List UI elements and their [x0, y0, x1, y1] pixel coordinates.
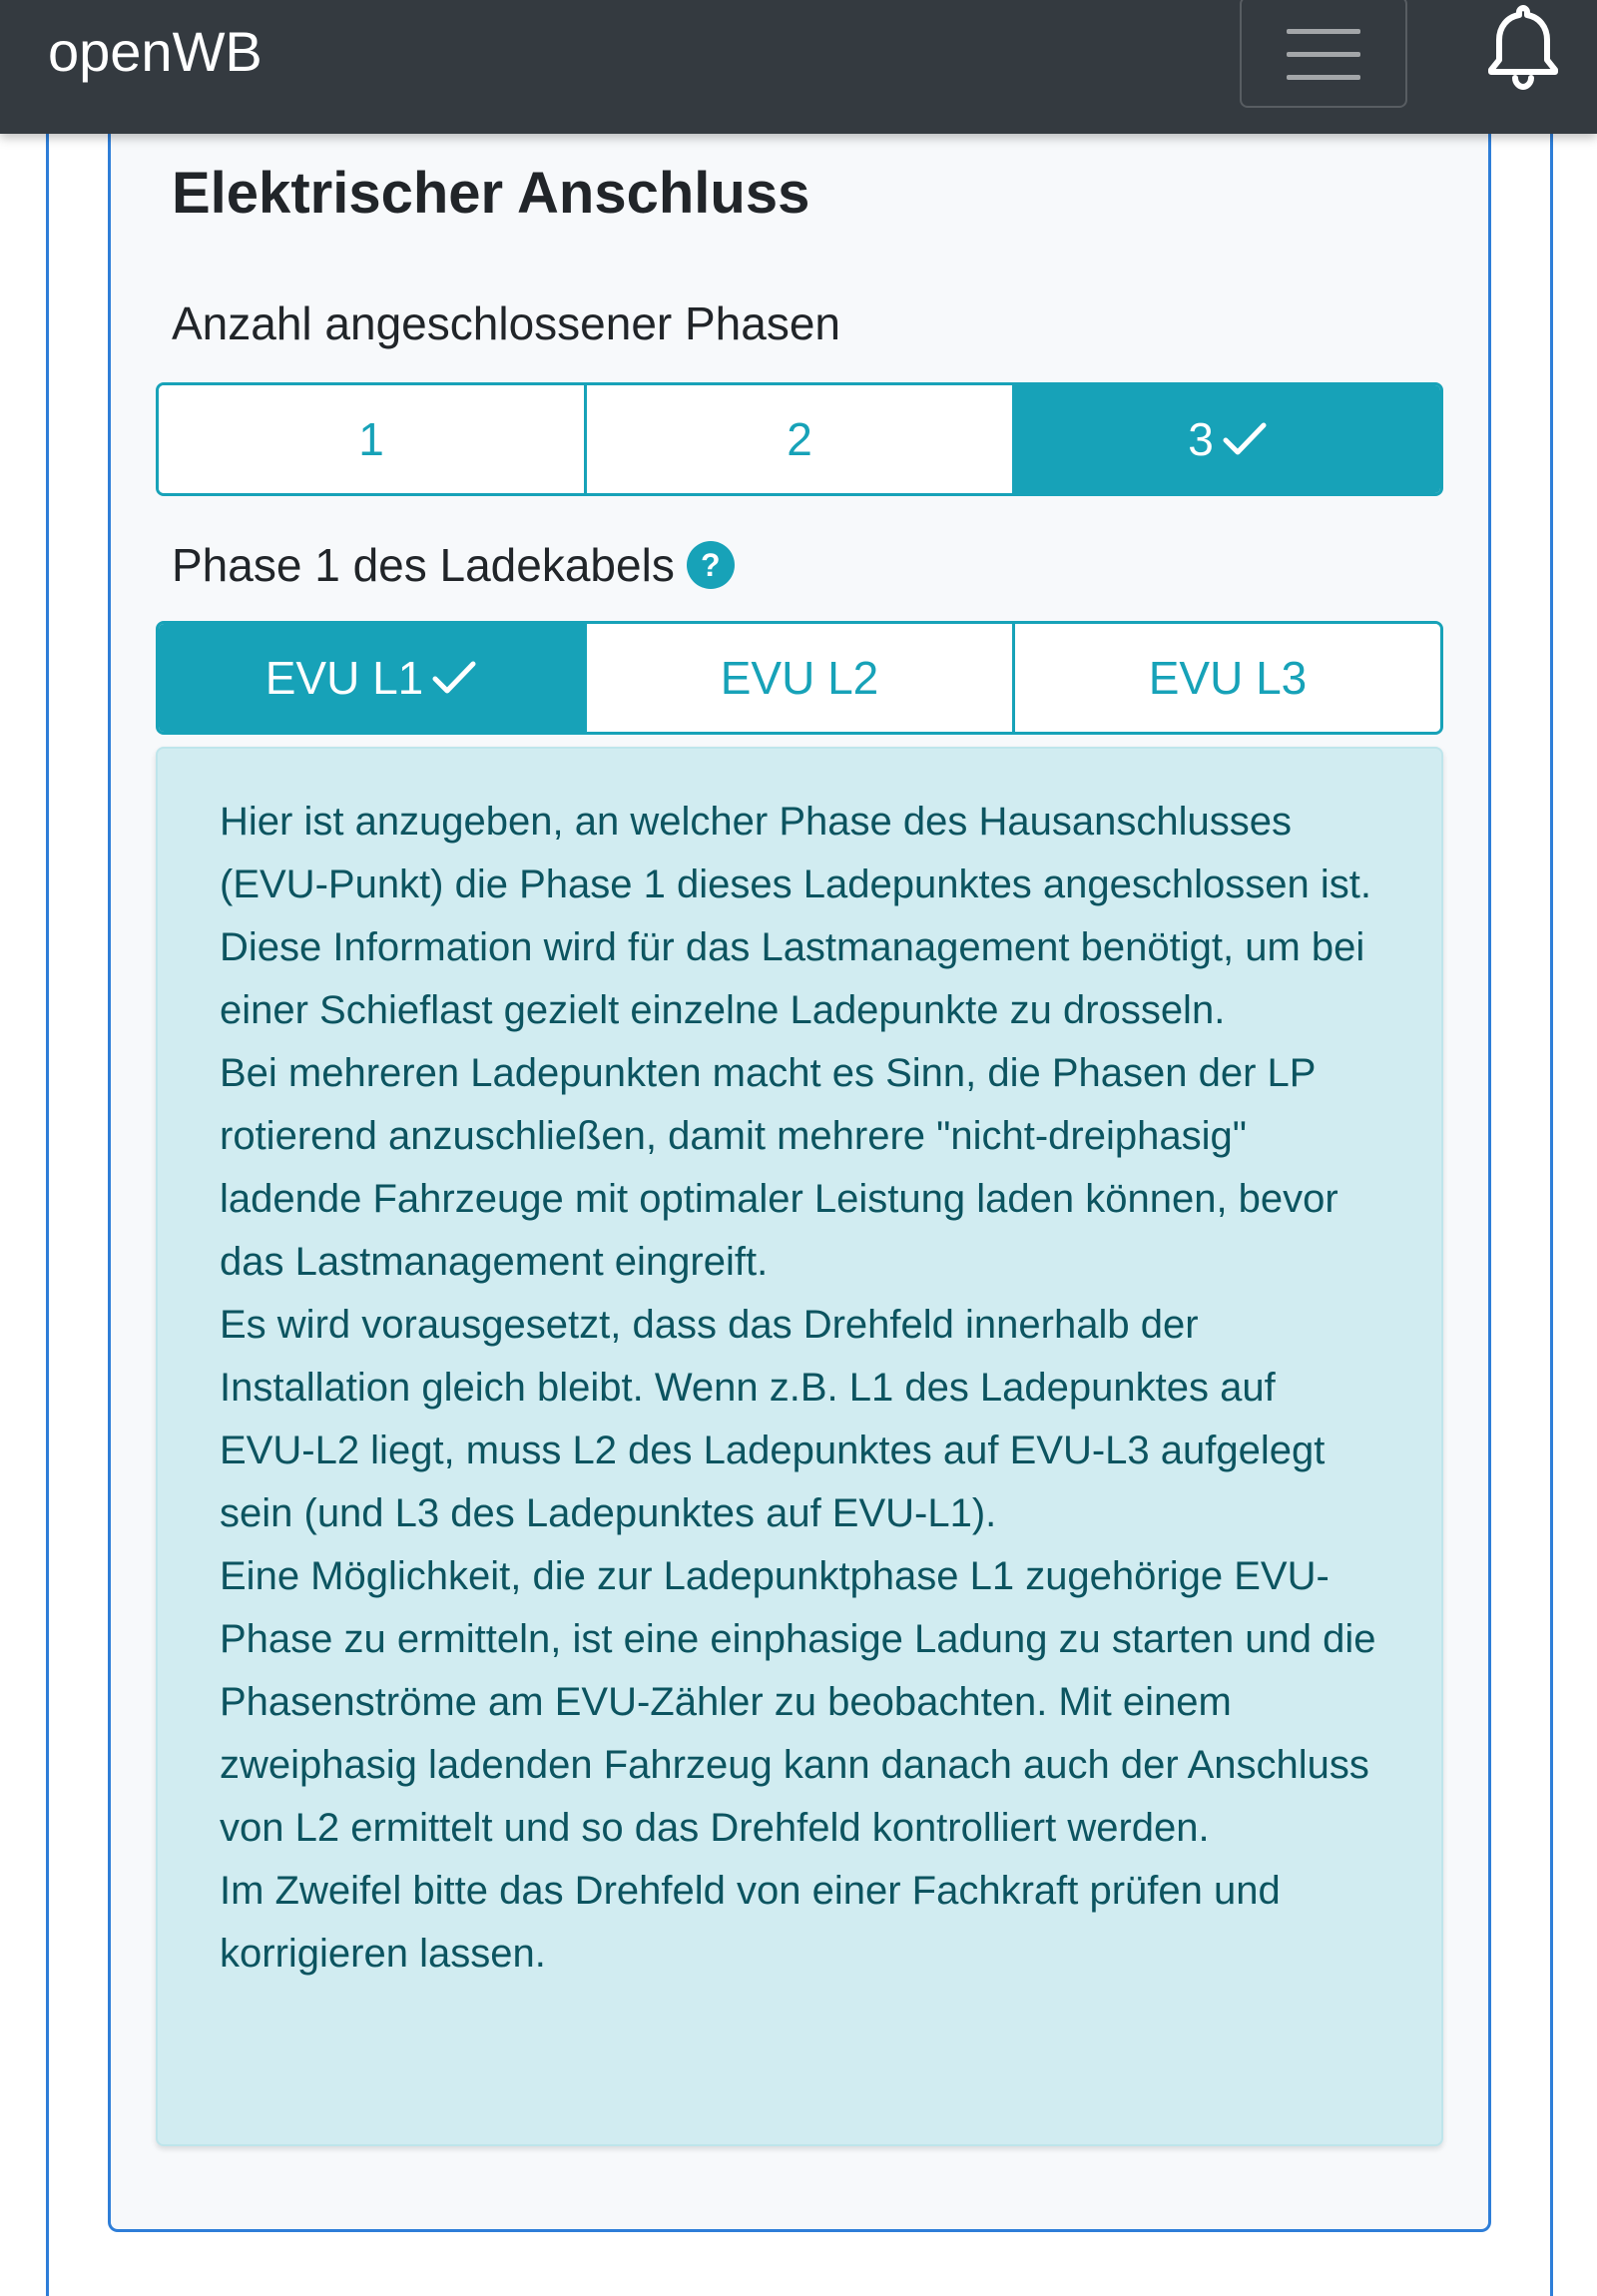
- phases-option-label: 3: [1188, 413, 1214, 465]
- info-paragraph: Hier ist anzugeben, an welcher Phase des Hausanschlusses (EVU-Punkt) die Phase 1 dieses Ladepunktes angeschlossen ist. Diese Information wird für das Lastmanagement benötigt, um bei einer Schieflast gezielt einzelne Ladepunkte zu drosseln.: [220, 800, 1372, 1032]
- cable-phase-option-l1[interactable]: [159, 624, 587, 732]
- hamburger-menu-button[interactable]: [1240, 0, 1407, 108]
- info-paragraph: Bei mehreren Ladepunkten macht es Sinn, die Phasen der LP rotierend anzuschließen, damit mehrere "nicht-dreiphasig" ladende Fahrzeuge mit optimaler Leistung laden können, bevor das Lastmanagement eingreift.: [220, 1051, 1338, 1284]
- info-paragraph: Es wird vorausgesetzt, dass das Drehfeld innerhalb der Installation gleich bleibt. Wenn z.B. L1 des Ladepunktes auf EVU-L2 liegt, muss L2 des Ladepunktes auf EVU-L3 aufgelegt sein (und L3 des Ladepunktes auf EVU-L1).: [220, 1303, 1326, 1535]
- cable-phase-label-text: Phase 1 des Ladekabels: [172, 539, 675, 591]
- info-paragraph: Eine Möglichkeit, die zur Ladepunktphase L1 zugehörige EVU-Phase zu ermitteln, ist eine einphasige Ladung zu starten und die Phasenströme am EVU-Zähler zu beobachten. Mit einem zweiphasig ladenden Fahrzeug kann danach auch der Anschluss von L2 ermittelt und so das Drehfeld kontrolliert werden.: [220, 1554, 1376, 1850]
- cable-phase-option-label: EVU L2: [720, 652, 879, 704]
- phases-button-group: [156, 382, 1443, 496]
- help-info-box: [156, 747, 1443, 2146]
- cable-phase-button-group: [156, 621, 1443, 735]
- help-icon[interactable]: ?: [687, 541, 735, 589]
- cable-phase-option-label: EVU L3: [1148, 652, 1308, 704]
- check-icon: [431, 658, 477, 698]
- info-paragraph: Im Zweifel bitte das Drehfeld von einer Fachkraft prüfen und korrigieren lassen.: [220, 1869, 1281, 1976]
- navbar: [0, 0, 1597, 134]
- check-icon: [1222, 419, 1268, 459]
- hamburger-menu-icon: [1287, 29, 1360, 34]
- phases-option-2[interactable]: [587, 385, 1015, 493]
- bell-icon[interactable]: [1475, 0, 1571, 96]
- phases-option-label: 1: [358, 413, 384, 465]
- cable-phase-option-l3[interactable]: [1015, 624, 1440, 732]
- phases-option-1[interactable]: [159, 385, 587, 493]
- phases-label: Anzahl angeschlossener Phasen: [172, 297, 841, 349]
- cable-phase-label: [172, 537, 735, 593]
- phases-option-3[interactable]: [1015, 385, 1440, 493]
- cable-phase-option-l2[interactable]: [587, 624, 1015, 732]
- phases-option-label: 2: [787, 413, 812, 465]
- cable-phase-option-label: EVU L1: [265, 652, 424, 704]
- brand-logo[interactable]: openWB: [48, 20, 263, 83]
- section-title: Elektrischer Anschluss: [172, 161, 810, 226]
